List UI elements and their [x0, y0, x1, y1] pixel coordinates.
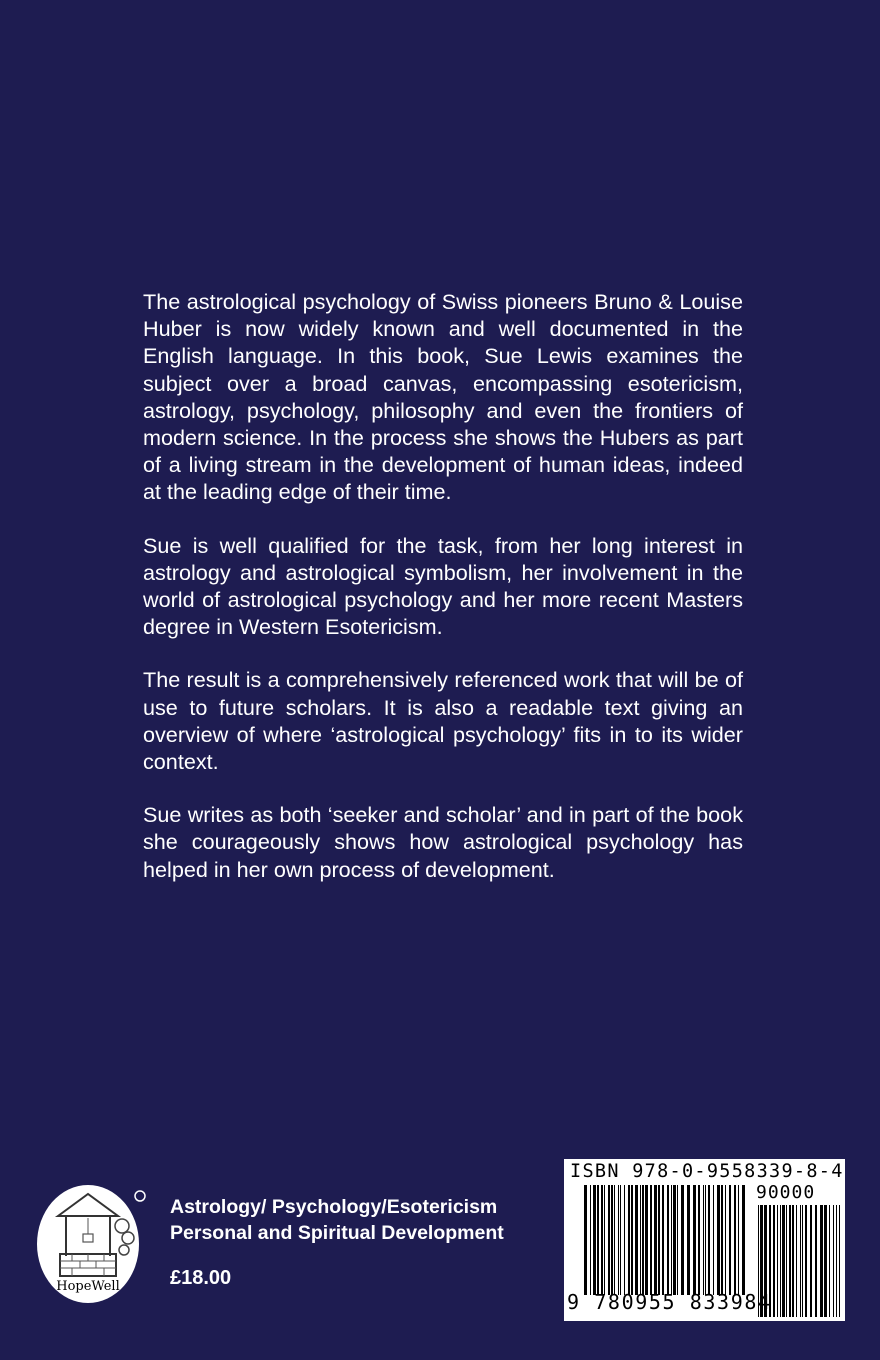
wishing-well-logo-icon [36, 1178, 148, 1304]
category-line-1: Astrology/ Psychology/Esotericism [170, 1196, 498, 1218]
barcode-addon-number: 90000 [756, 1182, 816, 1203]
blurb-text [143, 288, 743, 909]
category-line-2: Personal and Spiritual Development [170, 1222, 504, 1244]
blurb-paragraph-1: The astrological psychology of Swiss pioneers Bruno & Louise Huber is now widely known and well documented in the English language. In this book, Sue Lewis examines the subject over a broad canvas, encompassing esotericism, astrology, psychology, philosophy and even the frontiers of modern science. In the process she shows the Hubers as part of a living stream in the development of human ideas, indeed at the leading edge of their time. [143, 289, 743, 505]
publisher-name: HopeWell [56, 1279, 120, 1294]
isbn-label: ISBN 978-0-9558339-8-4 [570, 1161, 844, 1182]
price: £18.00 [170, 1267, 232, 1289]
blurb-paragraph-2: Sue is well qualified for the task, from her long interest in astrology and astrological symbolism, her involvement in the world of astrological psychology and her more recent Masters degree in Western Esotericism. [143, 532, 743, 640]
categories [170, 1194, 504, 1246]
blurb-paragraph-3: The result is a comprehensively referenced work that will be of use to future scholars. It is also a readable text giving an overview of where ‘astrological psychology’ fits in to its wider context. [143, 667, 743, 775]
blurb-paragraph-4: Sue writes as both ‘seeker and scholar’ and in part of the book she courageously shows how astrological psychology has helped in her own process of development. [143, 802, 743, 882]
isbn-barcode [564, 1159, 845, 1321]
barcode-digits: 9 780955 833984 [567, 1290, 772, 1314]
